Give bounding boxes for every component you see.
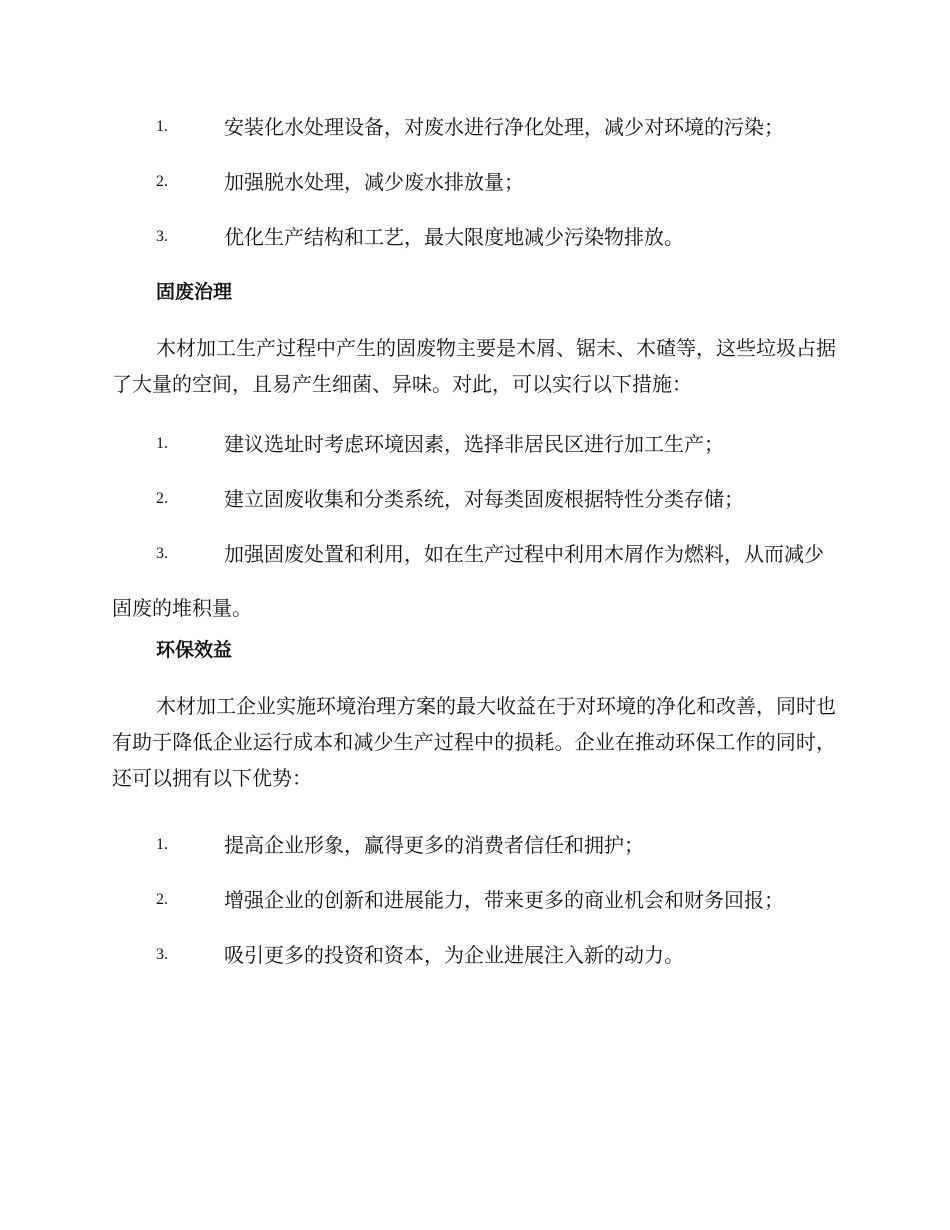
list-item	[0, 881, 950, 921]
section-paragraph: 木材加工企业实施环境治理方案的最大收益在于对环境的净化和改善，同时也有助于降低企业运行成本和减少生产过程中的损耗。企业在推动环保工作的同时，还可以拥有以下优势：	[112, 694, 836, 790]
list-number: 3.	[156, 946, 168, 963]
list-item	[0, 163, 950, 203]
section-heading: 固废治理	[156, 281, 233, 303]
list-item-text: 安装化水处理设备，对废水进行净化处理，减少对环境的污染；	[224, 115, 784, 139]
list-number: 1.	[156, 435, 168, 452]
list-number: 2.	[156, 490, 168, 507]
list-item-text: 加强脱水处理，减少废水排放量；	[224, 170, 524, 194]
section-paragraph: 木材加工生产过程中产生的固废物主要是木屑、锯末、木碴等，这些垃圾占据了大量的空间，且易产生细菌、异味。对此，可以实行以下措施：	[112, 336, 836, 396]
list-item	[0, 218, 950, 258]
list-item-text: 加强固废处置和利用，如在生产过程中利用木屑作为燃料，从而减少固废的堆积量。	[112, 542, 824, 620]
list-item-text: 建立固废收集和分类系统，对每类固废根据特性分类存储；	[224, 487, 744, 511]
list-number: 2.	[156, 173, 168, 190]
list-item-text: 建议选址时考虑环境因素，选择非居民区进行加工生产；	[224, 432, 724, 456]
section-heading: 环保效益	[156, 639, 233, 661]
list-item	[0, 936, 950, 976]
list-item	[0, 480, 950, 520]
list-number: 1.	[156, 836, 168, 853]
list-item	[0, 108, 950, 148]
list-item-text: 优化生产结构和工艺，最大限度地减少污染物排放。	[224, 225, 684, 249]
list-item	[0, 425, 950, 465]
list-item-text: 增强企业的创新和进展能力，带来更多的商业机会和财务回报；	[224, 888, 784, 912]
list-item	[0, 535, 950, 620]
list-number: 3.	[156, 545, 168, 562]
list-number: 2.	[156, 891, 168, 908]
list-item-text: 提高企业形象，赢得更多的消费者信任和拥护；	[224, 833, 644, 857]
list-number: 3.	[156, 228, 168, 245]
list-number: 1.	[156, 118, 168, 135]
list-item	[0, 826, 950, 866]
list-item-text: 吸引更多的投资和资本，为企业进展注入新的动力。	[224, 943, 684, 967]
